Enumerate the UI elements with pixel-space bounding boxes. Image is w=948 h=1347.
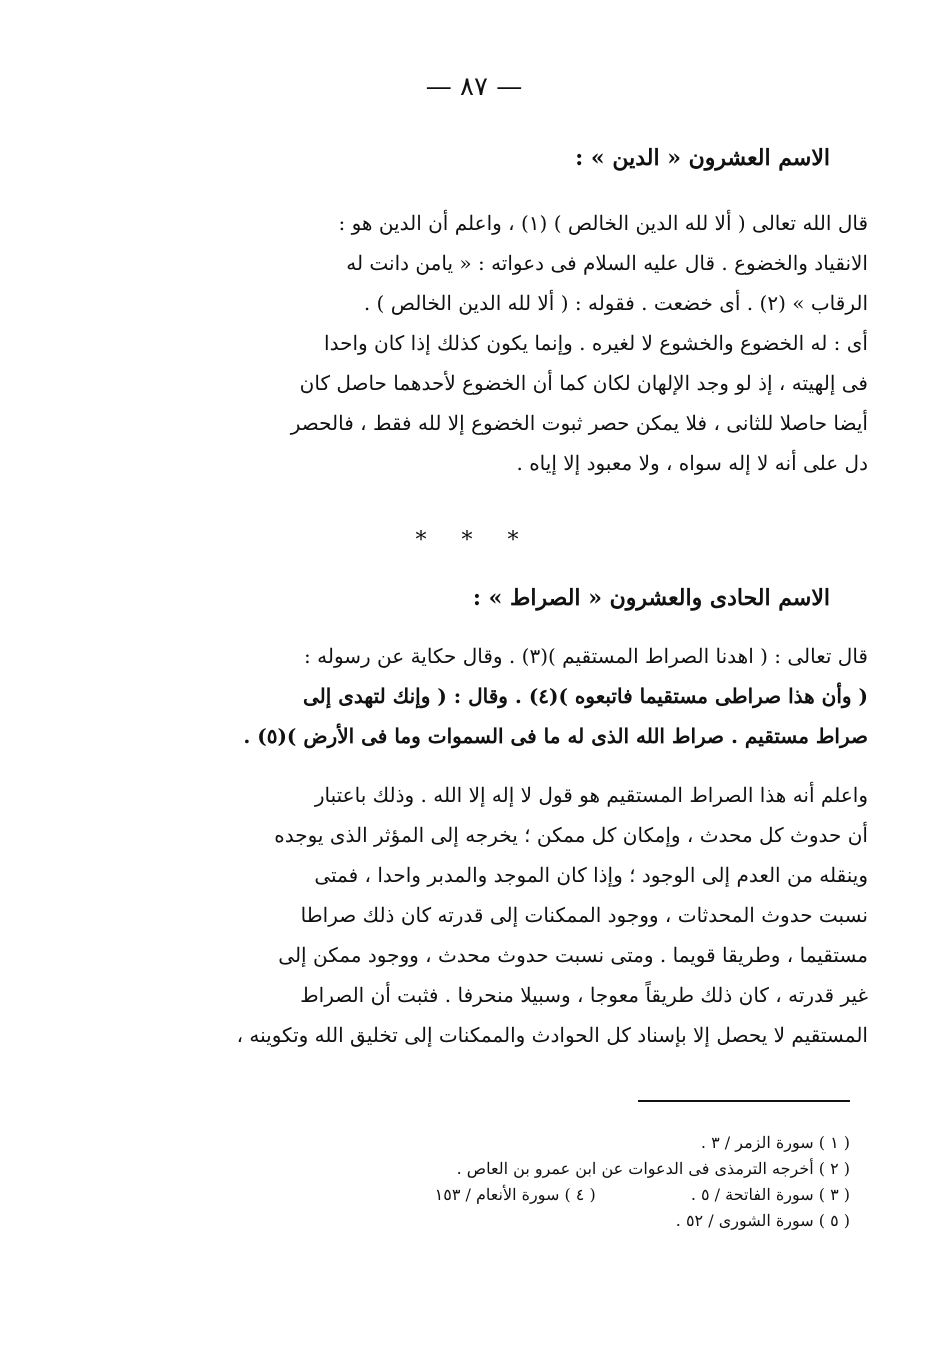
verse-line: قال تعالى : ( اهدنا الصراط المستقيم )(٣) . وقال حكاية عن رسوله : (304, 644, 868, 668)
text-line: قال الله تعالى ( ألا لله الدين الخالص ) (١) ، واعلم أن الدين هو : (338, 211, 868, 235)
text-line: أن حدوث كل محدث ، وإمكان كل ممكن ؛ يخرجه إلى المؤثر الذى يوجده (274, 823, 868, 847)
verse-line: صراط مستقيم . صراط الله الذى له ما فى السموات وما فى الأرض )(٥) . (243, 724, 868, 748)
section-body-al-din (78, 203, 868, 483)
verse-line: ( وأن هذا صراطى مستقيما فاتبعوه )(٤) . وقال : ( وإنك لتهدى إلى (302, 684, 868, 708)
text-line: واعلم أنه هذا الصراط المستقيم هو قول لا إله إلا الله . وذلك باعتبار (314, 783, 868, 807)
text-line: الرقاب » (٢) . أى خضعت . فقوله : ( ألا لله الدين الخالص ) . (363, 291, 868, 315)
section-heading-al-din: الاسم العشرون « الدين » : (575, 145, 830, 171)
footnote-item (150, 1156, 850, 1182)
footnote-text: ( ٥ ) سورة الشورى / ٥٢ . (675, 1211, 850, 1230)
page-number: — ٨٧ — (425, 72, 523, 102)
footnotes (150, 1130, 850, 1234)
text-line: غير قدرته ، كان ذلك طريقاً معوجا ، وسبيلا منحرفا . فثبت أن الصراط (300, 983, 868, 1007)
text-line: وينقله من العدم إلى الوجود ؛ وإذا كان الموجد والمدبر واحدا ، فمتى (314, 863, 868, 887)
text-line: أيضا حاصلا للثانى ، فلا يمكن حصر ثبوت الخضوع إلا لله فقط ، فالحصر (290, 411, 868, 435)
footnote-text: ( ٣ ) سورة الفاتحة / ٥ . (690, 1185, 850, 1204)
text-line: أى : له الخضوع والخشوع لا لغيره . وإنما يكون كذلك إذا كان واحدا (324, 331, 868, 355)
text-line: دل على أنه لا إله سواه ، ولا معبود إلا إياه . (516, 451, 868, 475)
text-line: مستقيما ، وطريقا قويما . ومتى نسبت حدوث محدث ، ووجود ممكن إلى (278, 943, 868, 967)
section-verses-al-sirat (78, 636, 868, 756)
footnote-item (150, 1208, 850, 1234)
text-line: فى إلهيته ، إذ لو وجد الإلهان لكان كما أن الخضوع لأحدهما حاصل كان (299, 371, 868, 395)
section-separator: * * * (415, 528, 533, 553)
text-line: الانقياد والخضوع . قال عليه السلام فى دعواته : « يامن دانت له (346, 251, 868, 275)
text-line: المستقيم لا يحصل إلا بإسناد كل الحوادث والممكنات إلى تخليق الله وتكوينه ، (236, 1023, 868, 1047)
footnote-text: ( ٢ ) أخرجه الترمذى فى الدعوات عن ابن عمرو بن العاص . (456, 1159, 850, 1178)
section-heading-al-sirat: الاسم الحادى والعشرون « الصراط » : (472, 585, 830, 611)
footnote-item (150, 1182, 850, 1208)
footnote-divider (638, 1100, 850, 1102)
footnote-text: ( ٤ ) سورة الأنعام / ١٥٣ (434, 1185, 596, 1204)
section-body-al-sirat (78, 775, 868, 1055)
footnote-text: ( ١ ) سورة الزمر / ٣ . (700, 1133, 850, 1152)
text-line: نسبت حدوث المحدثات ، ووجود الممكنات إلى قدرته كان ذلك صراطا (300, 903, 868, 927)
footnote-item (150, 1130, 850, 1156)
